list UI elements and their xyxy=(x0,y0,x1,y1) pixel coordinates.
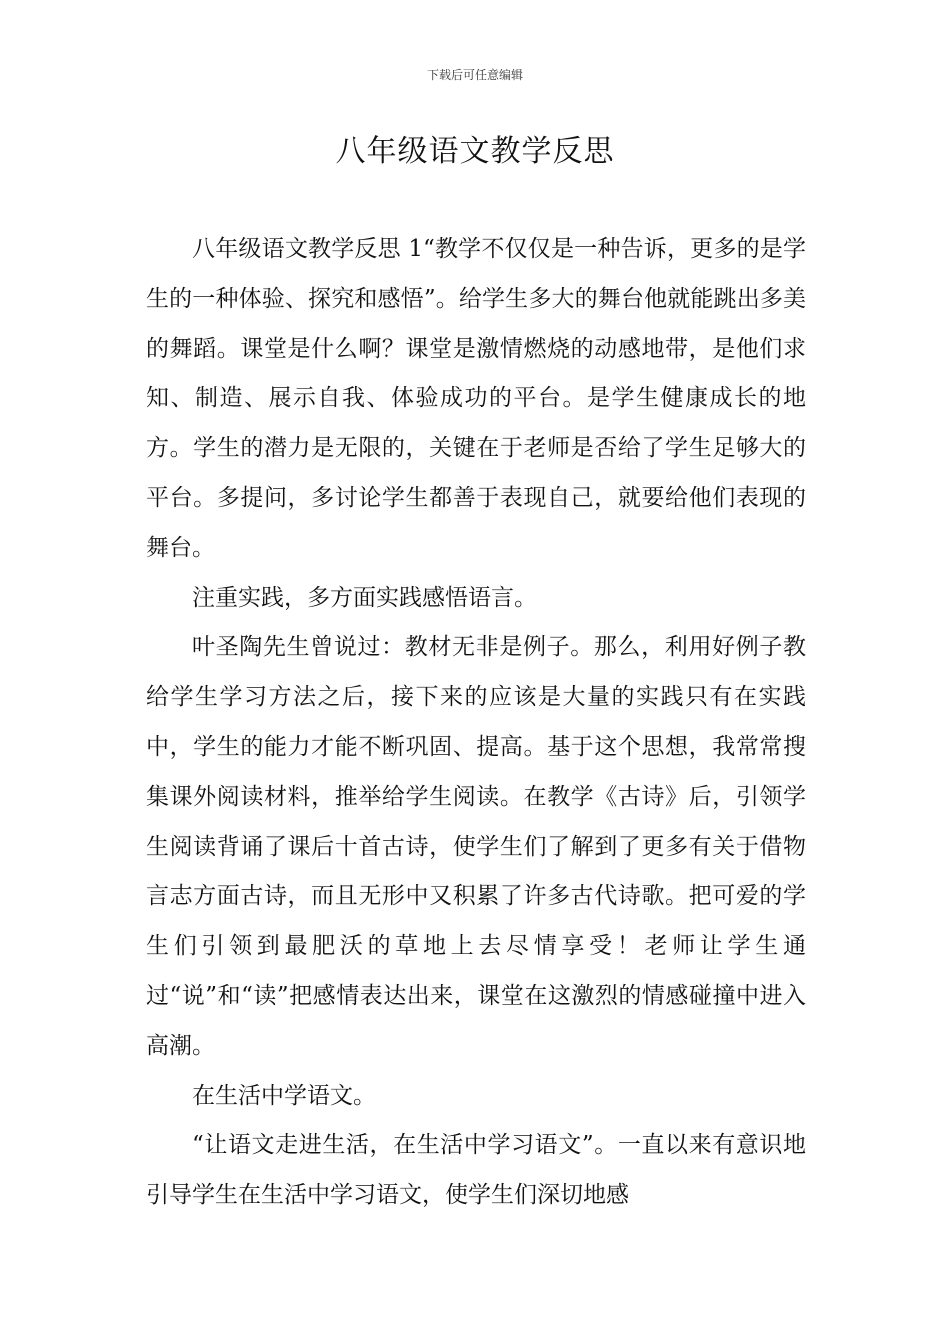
paragraph: 叶圣陶先生曾说过：教材无非是例子。那么，利用好例子教给学生学习方法之后，接下来的应该是大量的实践只有在实践中，学生的能力才能不断巩固、提高。基于这个思想，我常常搜集课外阅读材料，推举给学生阅读。在教学《古诗》后，引领学生阅读背诵了课后十首古诗，使学生们了解到了更多有关于借物言志方面古诗，而且无形中又积累了许多古代诗歌。把可爱的学生们引领到最肥沃的草地上去尽情享受！老师让学生通过“说”和“读”把感情表达出来，课堂在这激烈的情感碰撞中进入高潮。 xyxy=(146,634,806,1059)
paragraph: 在生活中学语文。 xyxy=(192,1082,376,1109)
document-body xyxy=(146,225,806,1221)
document-title: 八年级语文教学反思 xyxy=(335,134,615,169)
header-note: 下载后可任意编辑 xyxy=(426,68,523,82)
paragraph: 注重实践，多方面实践感悟语言。 xyxy=(192,584,537,611)
paragraph: “让语文走进生活，在生活中学习语文”。一直以来有意识地引导学生在生活中学习语文，使学生们深切地感 xyxy=(146,1132,806,1209)
paragraph: 八年级语文教学反思 1“教学不仅仅是一种告诉，更多的是学生的一种体验、探究和感悟”。给学生多大的舞台他就能跳出多美的舞蹈。课堂是什么啊？课堂是激情燃烧的动感地带，是他们求知、制造、展示自我、体验成功的平台。是学生健康成长的地方。学生的潜力是无限的，关键在于老师是否给了学生足够大的平台。多提问，多讨论学生都善于表现自己，就要给他们表现的舞台。 xyxy=(146,236,806,561)
